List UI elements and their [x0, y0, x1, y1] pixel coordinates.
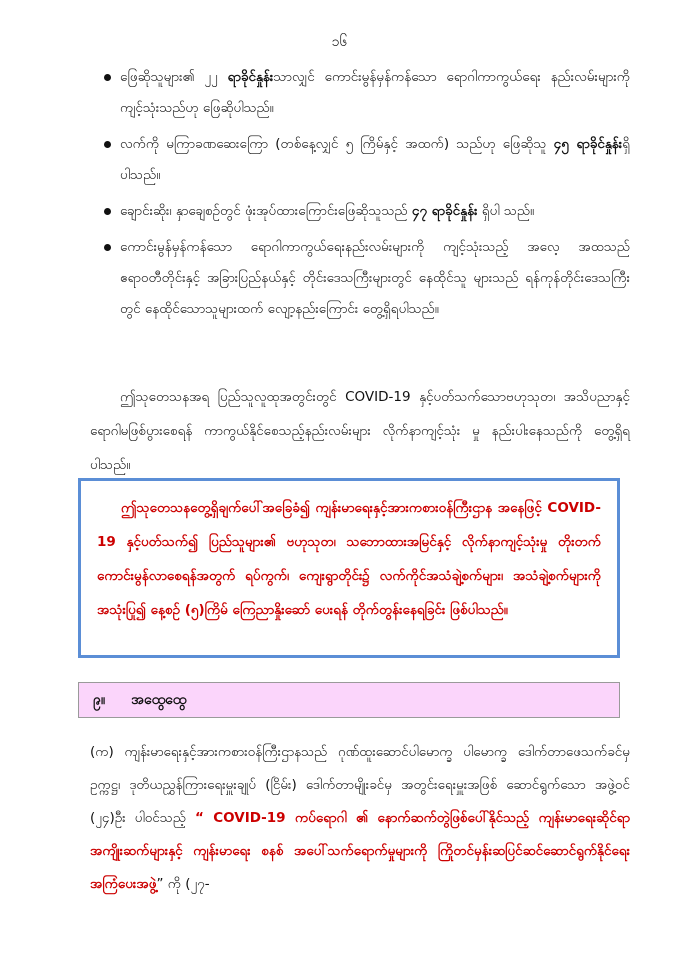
bullet-bold-text: ရာခိုင်နှုန်း	[227, 69, 274, 85]
bullet-text: ချောင်းဆိုး၊ နှာချေစဉ်တွင် ဖုံးအုပ်ထားကြောင်းဖြေဆိုသူသည်	[120, 203, 408, 219]
bullet-text: သာလျှင် ကောင်းမွန်မှန်ကန်သော ရောဂါကာကွယ်ရေး နည်းလမ်းများကို ကျင့်သုံးသည်ဟု ဖြေဆိုပါသည်။	[120, 69, 630, 116]
bullet-text: ဖြေဆိုသူများ၏ ၂၂	[120, 69, 218, 85]
committee-name: “ COVID-19 ကပ်ရောဂါ ၏ နောက်ဆက်တွဲဖြစ်ပေါ်နိုင်သည့် ကျန်းမာရေးဆိုင်ရာ အကျိုးဆက်များနှင့် ကျန်းမာရေး စနစ် အပေါ်သက်ရောက်မှုများကို ကြိုတင်မှန်းဆပြင်ဆင်ဆောင်ရွက်နိုင်ရေး အကြံပေးအဖွဲ့	[90, 810, 631, 892]
paragraph-text-end: ” ကို (၂၇-	[156, 876, 210, 892]
recommendation-box	[78, 478, 620, 658]
list-item	[90, 232, 630, 325]
section-number: ၉။	[93, 691, 106, 708]
general-paragraph	[90, 736, 630, 901]
section-title: အထွေထွေ	[131, 691, 187, 708]
bullet-bold-text: ၄၅ ရာခိုင်နှုန်း	[553, 136, 623, 152]
bullet-text: လက်ကို မကြာခဏဆေးကြော (တစ်နေ့လျှင် ၅ ကြိမ်နှင့် အထက်) သည်ဟု ဖြေဆိုသူ	[120, 136, 547, 152]
list-item	[90, 196, 630, 227]
findings-list	[90, 62, 630, 330]
bullet-text: ရှိပါသည်။	[120, 136, 630, 183]
bullet-text: ကောင်းမွန်မှန်ကန်သော ရောဂါကာကွယ်ရေးနည်းလမ်းများကို ကျင့်သုံးသည့် အလေ့ အထသည် ဧရာဝတီတိုင်းနှင့် အခြားပြည်နယ်နှင့် တိုင်းဒေသကြီးများတွင် နေထိုင်သူ များသည် ရန်ကုန်တိုင်းဒေသကြီးတွင် နေထိုင်သောသူများထက် လျော့နည်းကြောင်း တွေ့ရှိရပါသည်။	[120, 239, 630, 317]
bullet-icon	[104, 74, 111, 81]
section-heading	[78, 682, 620, 718]
list-item	[90, 129, 630, 191]
list-item	[90, 62, 630, 124]
paragraph-text: (က) ကျန်းမာရေးနှင့်အားကစားဝန်ကြီးဌာနသည် ဂုဏ်ထူးဆောင်ပါမောက္ခ ပါမောက္ခ ဒေါက်တာဖေသက်ခင်မှ ဥက္ကဋ္ဌ၊ ဒုတိယညွှန်ကြားရေးမှူးချုပ် (ငြိမ်း) ဒေါက်တာမျိုးခင်မှ အတွင်းရေးမှူးအဖြစ် ဆောင်ရွက်သော အဖွဲ့ဝင် (၂၄)ဦး ပါဝင်သည့်	[90, 744, 630, 826]
bullet-icon	[104, 141, 111, 148]
summary-paragraph: ဤသုတေသနအရ ပြည်သူလူထုအတွင်းတွင် COVID-19 နှင့်ပတ်သက်သောဗဟုသုတ၊ အသိပညာနှင့် ရောဂါမဖြစ်ပွားစေရန် ကာကွယ်နိုင်စေသည့်နည်းလမ်းများ လိုက်နာကျင့်သုံး မှု နည်းပါးနေသည်ကို တွေ့ရှိရပါသည်။	[90, 389, 630, 473]
page-number: ၁၆	[331, 34, 348, 50]
bullet-bold-text: ၄၇ ရာခိုင်နှုန်း	[411, 203, 478, 219]
bullet-icon	[104, 208, 111, 215]
bullet-text: ရှိပါ သည်။	[481, 203, 535, 219]
recommendation-text: ဤသုတေသနတွေ့ရှိချက်ပေါ်အခြေခံ၍ ကျန်းမာရေးနှင့်အားကစားဝန်ကြီးဌာန အနေဖြင့် COVID-19 နှင့်ပတ်သက်၍ ပြည်သူများ၏ ဗဟုသုတ၊ သဘောထားအမြင်နှင့် လိုက်နာကျင့်သုံးမှု တိုးတက် ကောင်းမွန်လာစေရန်အတွက် ရပ်ကွက်၊ ကျေးရွာတိုင်း၌ လက်ကိုင်အသံချဲ့စက်များ၊ အသံချဲ့စက်များကို အသုံးပြု၍ နေ့စဉ် (၅)ကြိမ် ကြေညာနှိုးဆော် ပေးရန် တိုက်တွန်းနေရခြင်း ဖြစ်ပါသည်။	[97, 500, 601, 618]
bullet-icon	[104, 244, 111, 251]
